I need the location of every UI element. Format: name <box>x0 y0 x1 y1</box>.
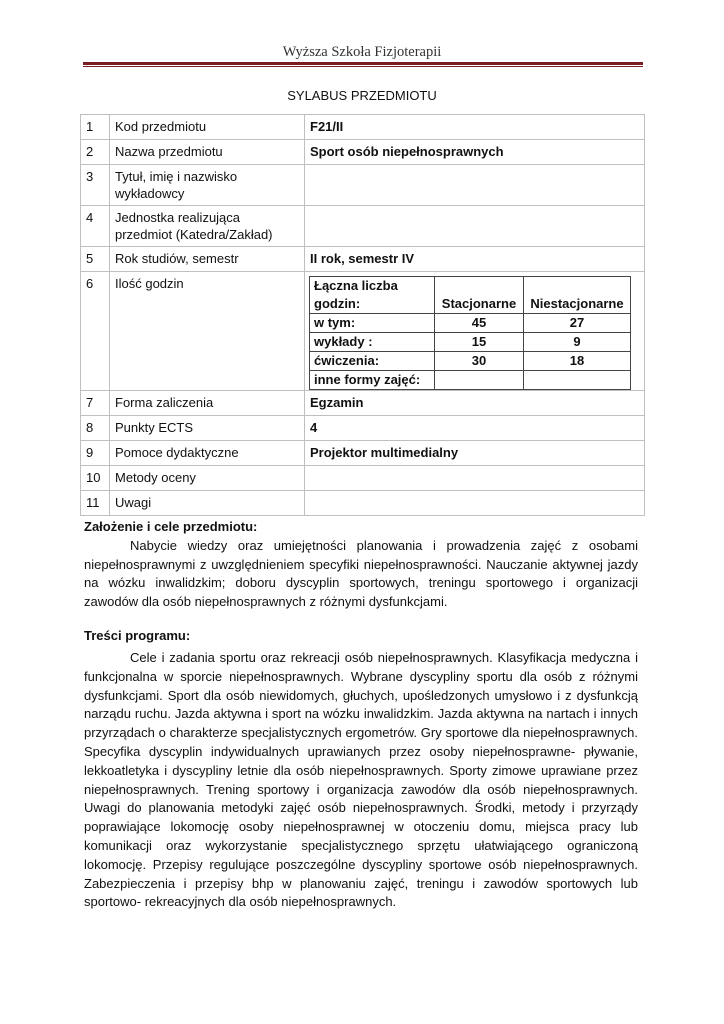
table-row <box>81 140 645 165</box>
row-number: 7 <box>81 391 110 416</box>
table-row <box>81 441 645 466</box>
row-label: Jednostka realizująca przedmiot (Katedra/Zakład) <box>110 206 305 247</box>
hours-row <box>310 352 631 371</box>
row-value: Sport osób niepełnosprawnych <box>305 140 645 165</box>
hours-row-label: ćwiczenia: <box>310 352 435 371</box>
hours-row <box>310 371 631 390</box>
row-number: 8 <box>81 416 110 441</box>
row-number: 1 <box>81 115 110 140</box>
hours-row-label: w tym: <box>310 314 435 333</box>
row-number: 9 <box>81 441 110 466</box>
document-title: SYLABUS PRZEDMIOTU <box>287 88 437 103</box>
row-value <box>305 466 645 491</box>
hours-row-label: inne formy zajęć: <box>310 371 435 390</box>
row-label: Ilość godzin <box>110 272 305 391</box>
row-number: 4 <box>81 206 110 247</box>
row-label: Punkty ECTS <box>110 416 305 441</box>
program-text: Cele i zadania sportu oraz rekreacji osób niepełnosprawnych. Klasyfikacja medyczna i funkcjonalna w sporcie niepełnosprawnych. Wybrane dyscypliny sportu dla osób z różnymi dysfunkcjami. Sport dla osób niewidomych, głuchych, upośledzonych umysłowo i z dysfunkcją narządu ruchu. Jazda aktywna i sport na wózku inwalidzkim. Jazda aktywna na nartach i innych przyrządach o charakterze specjalistycznych ergometrów. Gry sportowe dla niepełnosprawnych. Specyfika dyscyplin indywidualnych uprawianych przez osoby niepełnosprawne- pływanie, lekkoatletyka i dyscypliny letnie dla osób niepełnosprawnych. Sporty zimowe uprawiane przez niepełnosprawnych. Trening sportowy i organizacja zawodów dla osób niepełnosprawnych. Uwagi do planowania metodyki zajęć osób niepełnosprawnych. Środki, metody i przyrządy poprawiające lokomocję osoby niepełnosprawnej w otoczeniu domu, miejsca pracy lub komunikacji oraz wykorzystanie specjalistycznego sprzętu ułatwiającego ograniczoną lokomocję. Przepisy regulujące poszczególne dyscypliny sportowe osób niepełnosprawnych. Zabezpieczenia i przepisy bhp w planowaniu zajęć, treningu i zawodów sportowych lub sportowo- rekreacyjnych dla osób niepełnosprawnych. <box>84 650 638 910</box>
row-label: Tytuł, imię i nazwisko wykładowcy <box>110 165 305 206</box>
row-number: 11 <box>81 491 110 516</box>
table-row <box>81 416 645 441</box>
hours-row <box>310 314 631 333</box>
row-value <box>305 165 645 206</box>
program-heading: Treści programu: <box>84 628 191 643</box>
table-row <box>81 466 645 491</box>
row-value <box>305 491 645 516</box>
hours-niestacjonarne <box>524 371 631 390</box>
hours-stacjonarne: 30 <box>435 352 524 371</box>
row-number: 6 <box>81 272 110 391</box>
hours-header-row <box>310 277 631 314</box>
hours-row <box>310 333 631 352</box>
row-label: Kod przedmiotu <box>110 115 305 140</box>
row-value: 4 <box>305 416 645 441</box>
row-value: F21/II <box>305 115 645 140</box>
row-value: II rok, semestr IV <box>305 247 645 272</box>
row-label: Forma zaliczenia <box>110 391 305 416</box>
row-label: Rok studiów, semestr <box>110 247 305 272</box>
syllabus-table <box>80 114 645 516</box>
row-value: Projektor multimedialny <box>305 441 645 466</box>
row-value: Egzamin <box>305 391 645 416</box>
goals-text: Nabycie wiedzy oraz umiejętności planowania i prowadzenia zajęć z osobami niepełnosprawnymi z uwzględnieniem specyfiki niepełnosprawności. Nauczanie aktywnej jazdy na wózku inwalidzkim; doboru dyscyplin sportowych, treningu sportowego i organizacji zawodów dla osób niepełnosprawnych z różnymi dysfunkcjami. <box>84 538 638 609</box>
hours-niestacjonarne: 27 <box>524 314 631 333</box>
table-row <box>81 272 645 391</box>
hours-header-stacjonarne: Stacjonarne <box>435 277 524 314</box>
row-label: Pomoce dydaktyczne <box>110 441 305 466</box>
row-label: Uwagi <box>110 491 305 516</box>
table-row <box>81 165 645 206</box>
hours-table <box>309 276 631 390</box>
hours-stacjonarne: 15 <box>435 333 524 352</box>
row-number: 3 <box>81 165 110 206</box>
hours-stacjonarne: 45 <box>435 314 524 333</box>
header-rule-thin <box>83 66 643 67</box>
row-label: Metody oceny <box>110 466 305 491</box>
goals-heading: Założenie i cele przedmiotu: <box>84 519 258 534</box>
institution-header: Wyższa Szkoła Fizjoterapii <box>282 44 442 60</box>
hours-row-label: wykłady : <box>310 333 435 352</box>
table-row <box>81 206 645 247</box>
hours-niestacjonarne: 9 <box>524 333 631 352</box>
hours-stacjonarne <box>435 371 524 390</box>
hours-header-total: Łączna liczba godzin: <box>310 277 435 314</box>
hours-header-niestacjonarne: Niestacjonarne <box>524 277 631 314</box>
header-rule-thick <box>83 62 643 65</box>
table-row <box>81 491 645 516</box>
hours-cell <box>305 272 645 391</box>
row-value <box>305 206 645 247</box>
row-number: 10 <box>81 466 110 491</box>
row-number: 5 <box>81 247 110 272</box>
row-number: 2 <box>81 140 110 165</box>
row-label: Nazwa przedmiotu <box>110 140 305 165</box>
table-row <box>81 391 645 416</box>
table-row <box>81 247 645 272</box>
hours-niestacjonarne: 18 <box>524 352 631 371</box>
table-row <box>81 115 645 140</box>
